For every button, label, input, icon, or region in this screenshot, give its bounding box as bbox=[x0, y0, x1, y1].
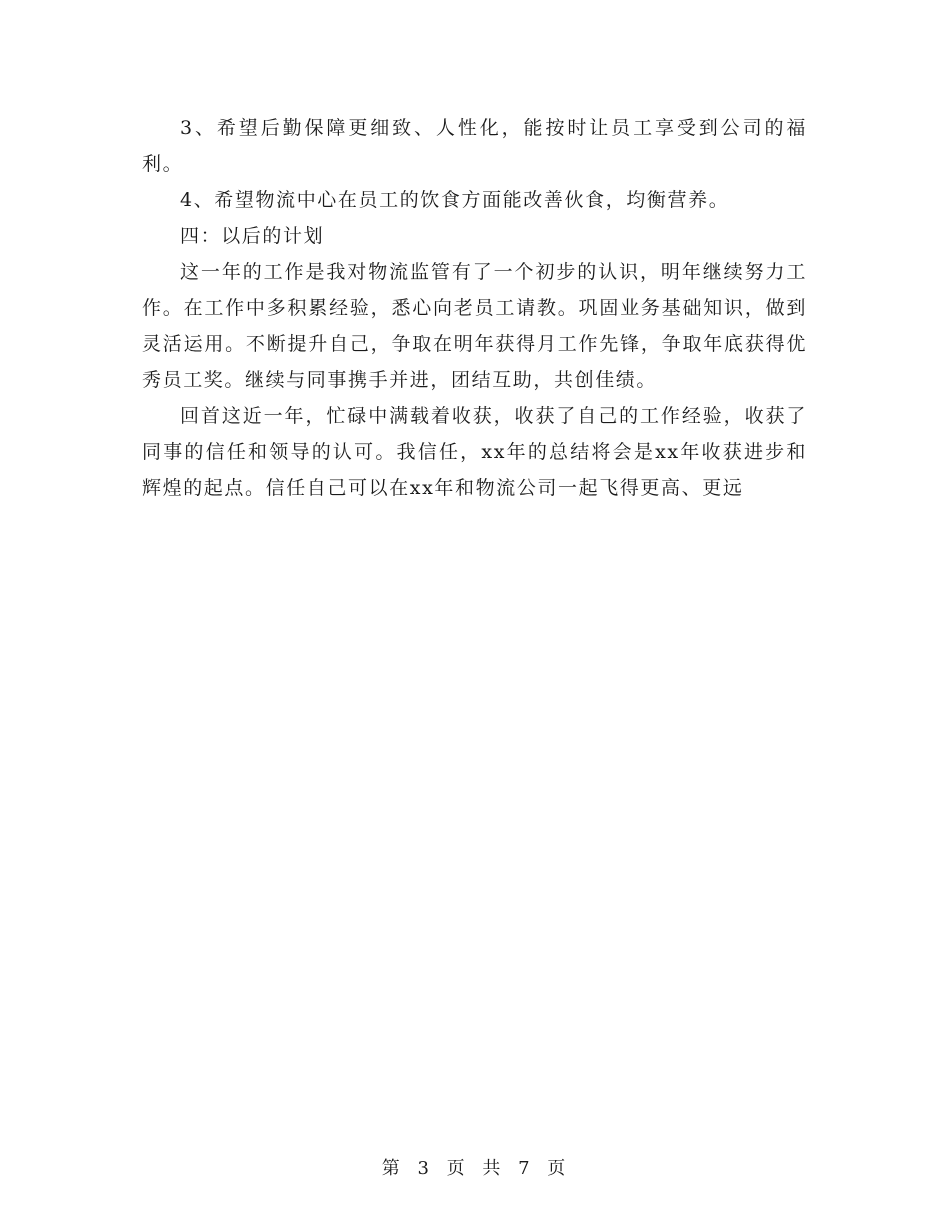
paragraph-conclusion: 回首这近一年，忙碌中满载着收获，收获了自己的工作经验，收获了同事的信任和领导的认可。我信任，xx年的总结将会是xx年收获进步和辉煌的起点。信任自己可以在xx年和物流公司一起飞得更高、更远 bbox=[142, 405, 807, 499]
section-heading: 四：以后的计划 bbox=[180, 225, 325, 247]
paragraph-item-4: 4、希望物流中心在员工的饮食方面能改善伙食，均衡营养。 bbox=[180, 189, 730, 211]
document-body bbox=[142, 110, 807, 506]
paragraph-item-3: 3、希望后勤保障更细致、人性化，能按时让员工享受到公司的福利。 bbox=[142, 117, 807, 175]
page-number-footer: 第 3 页 共 7 页 bbox=[381, 1158, 569, 1179]
paragraph-plan: 这一年的工作是我对物流监管有了一个初步的认识，明年继续努力工作。在工作中多积累经验，悉心向老员工请教。巩固业务基础知识，做到灵活运用。不断提升自己，争取在明年获得月工作先锋，争取年底获得优秀员工奖。继续与同事携手并进，团结互助，共创佳绩。 bbox=[142, 261, 807, 391]
